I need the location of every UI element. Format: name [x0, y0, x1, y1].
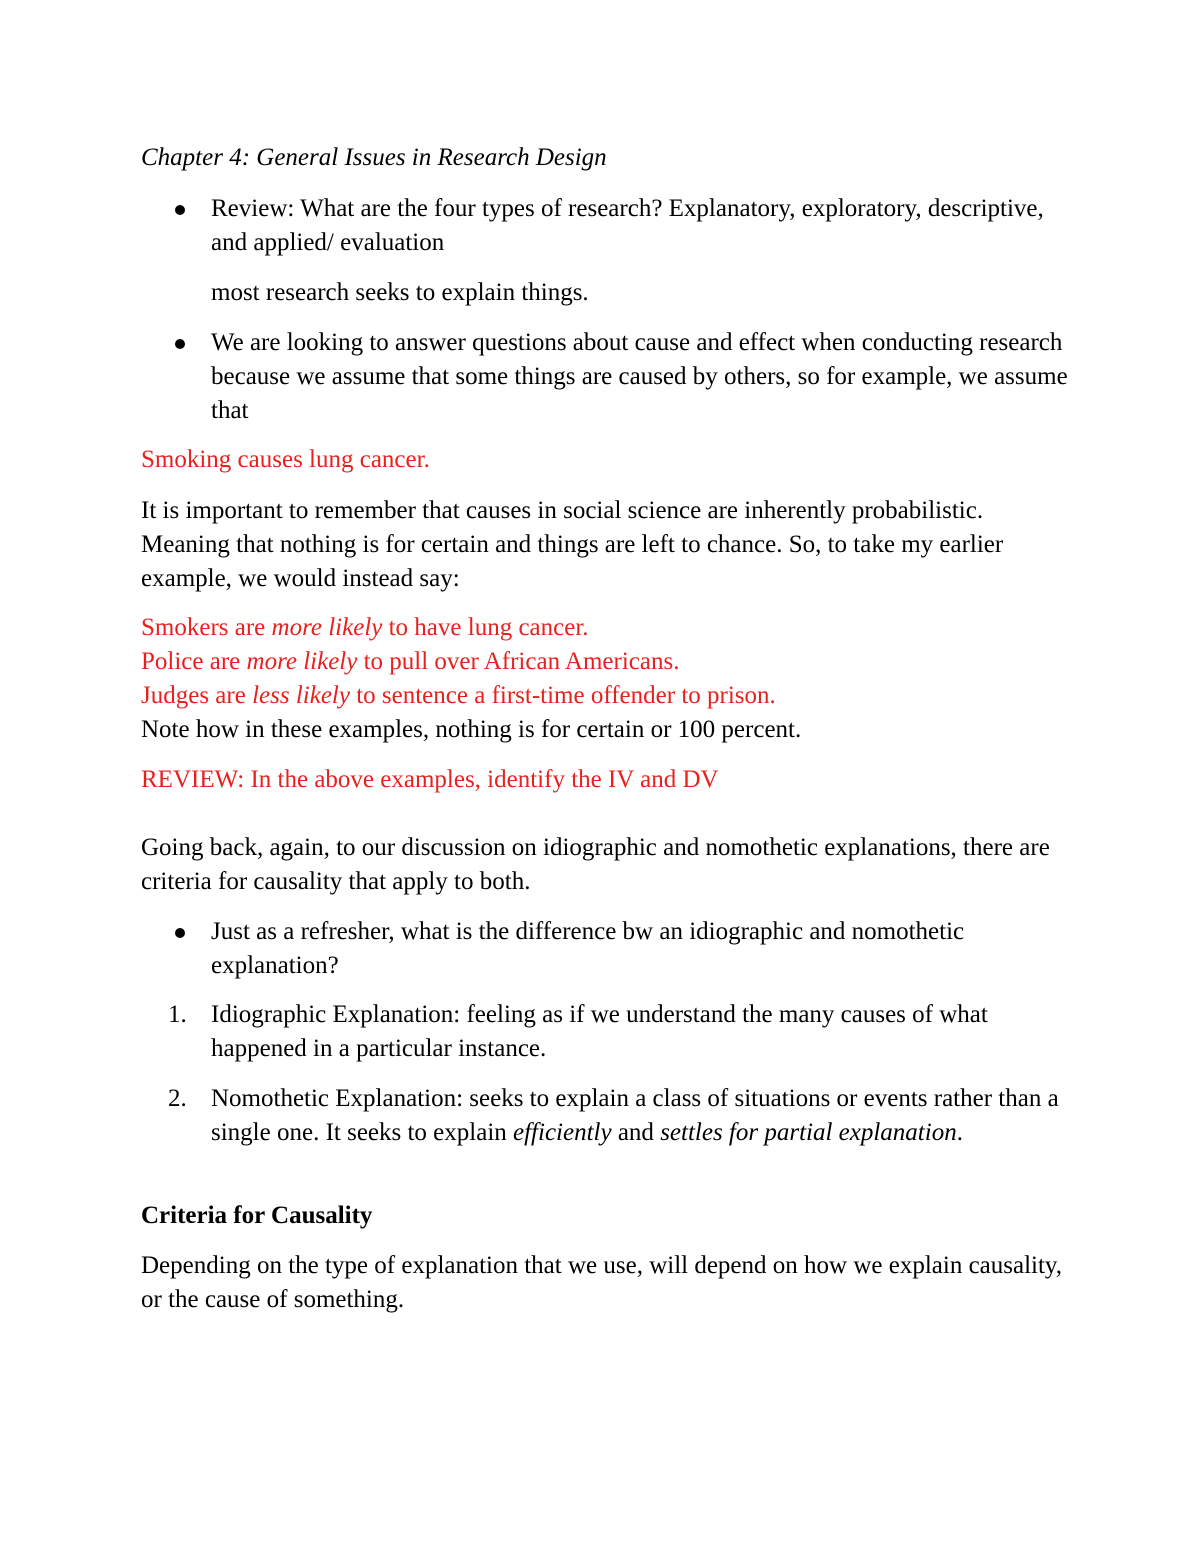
paragraph-depending: Depending on the type of explanation that we use, will depend on how we explain causality, or the cause of something.	[141, 1252, 1063, 1313]
bullet-icon	[175, 205, 185, 215]
bullet-icon	[175, 339, 185, 349]
note-most-research: most research seeks to explain things.	[211, 279, 589, 306]
bullet-item-review-types: Review: What are the four types of research? Explanatory, exploratory, descriptive, and applied/ evaluation	[211, 195, 1044, 256]
example-smoking-cancer: Smoking causes lung cancer.	[141, 446, 430, 473]
bullet-item-cause-effect: We are looking to answer questions about cause and effect when conducting research because we assume that some things are caused by others, so for example, we assume that	[211, 329, 1068, 424]
example-judges: Judges are less likely to sentence a first-time offender to prison.	[141, 682, 776, 709]
numbered-item-idiographic: Idiographic Explanation: feeling as if we understand the many causes of what happened in a particular instance.	[211, 1001, 988, 1062]
example-police: Police are more likely to pull over African Americans.	[141, 648, 680, 675]
bullet-icon	[175, 928, 185, 938]
paragraph-going-back: Going back, again, to our discussion on idiographic and nomothetic explanations, there are criteria for causality that apply to both.	[141, 834, 1050, 895]
list-number: 2.	[168, 1085, 187, 1112]
heading-criteria-causality: Criteria for Causality	[141, 1202, 373, 1229]
paragraph-probabilistic: It is important to remember that causes in social science are inherently probabilistic. Meaning that nothing is for certain and things are left to chance. So, to take my earlier example, we would instead say:	[141, 497, 1004, 592]
list-number: 1.	[168, 1001, 187, 1028]
example-smokers: Smokers are more likely to have lung cancer.	[141, 614, 589, 641]
review-iv-dv: REVIEW: In the above examples, identify the IV and DV	[141, 766, 719, 793]
page-title: Chapter 4: General Issues in Research Design	[141, 144, 607, 171]
numbered-item-nomothetic: Nomothetic Explanation: seeks to explain a class of situations or events rather than a single one. It seeks to explain efficiently and settles for partial explanation.	[211, 1085, 1059, 1146]
bullet-item-refresher: Just as a refresher, what is the difference bw an idiographic and nomothetic explanation?	[211, 918, 965, 979]
note-examples: Note how in these examples, nothing is for certain or 100 percent.	[141, 716, 802, 743]
